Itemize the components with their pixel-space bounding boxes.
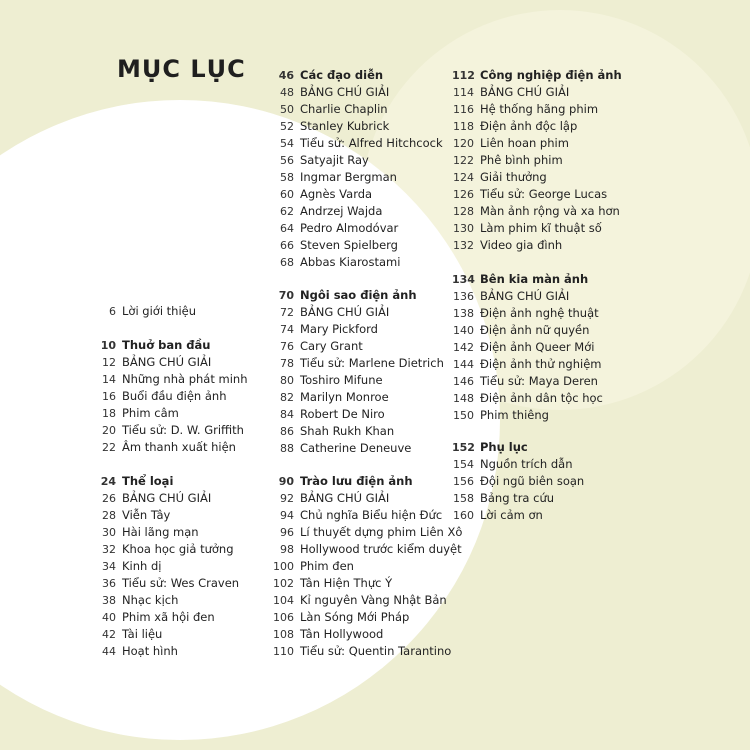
toc-entry-label: Abbas Kiarostami <box>300 255 401 269</box>
toc-entry-label: Bảng tra cứu <box>480 491 555 505</box>
toc-page-number: 50 <box>280 103 294 116</box>
toc-entry-label: Lời giới thiệu <box>122 304 197 318</box>
toc-page-number: 14 <box>102 373 116 386</box>
toc-entry-label: Làn Sóng Mới Pháp <box>300 610 410 624</box>
toc-entry-label: BẢNG CHÚ GIẢI <box>300 491 390 505</box>
toc-entry-label: BẢNG CHÚ GIẢI <box>300 305 390 319</box>
toc-page-number: 114 <box>453 86 474 99</box>
toc-entry <box>94 439 247 456</box>
toc-page-number: 82 <box>280 391 294 404</box>
toc-entry <box>272 169 443 186</box>
toc-page-number: 64 <box>280 222 294 235</box>
toc-entry <box>452 118 622 135</box>
toc-section-heading <box>94 473 239 490</box>
toc-entry-label: Agnès Varda <box>300 187 373 201</box>
toc-page-number: 112 <box>452 69 475 82</box>
toc-entry <box>272 186 443 203</box>
toc-entry-label: Hài lãng mạn <box>122 525 199 539</box>
toc-entry <box>94 609 239 626</box>
toc-entry-label: Tiểu sử: Marlene Dietrich <box>300 356 444 370</box>
toc-entry <box>94 405 247 422</box>
toc-entry <box>272 643 462 660</box>
toc-entry-label: Mary Pickford <box>300 322 378 336</box>
toc-page-number: 120 <box>453 137 474 150</box>
toc-page-number: 152 <box>452 441 475 454</box>
toc-page-number: 10 <box>100 339 116 352</box>
toc-entry-label: Tiểu sử: Quentin Tarantino <box>300 644 452 658</box>
toc-entry <box>272 507 462 524</box>
toc-page-number: 154 <box>453 458 474 471</box>
toc-entry <box>94 575 239 592</box>
toc-entry <box>94 541 239 558</box>
toc-entry <box>94 354 247 371</box>
toc-page-number: 6 <box>109 305 116 318</box>
toc-page-number: 38 <box>102 594 116 607</box>
toc-entry-label: Điện ảnh thử nghiệm <box>480 357 602 371</box>
toc-page-number: 132 <box>453 239 474 252</box>
toc-entry <box>272 355 444 372</box>
toc-entry <box>272 541 462 558</box>
toc-page-number: 28 <box>102 509 116 522</box>
toc-entry <box>272 254 443 271</box>
toc-page-number: 134 <box>452 273 475 286</box>
toc-entry-label: Kỉ nguyên Vàng Nhật Bản <box>300 593 447 607</box>
toc-page-number: 16 <box>102 390 116 403</box>
toc-entry-label: Bên kia màn ảnh <box>480 272 589 286</box>
toc-page-number: 94 <box>280 509 294 522</box>
toc-page-number: 126 <box>453 188 474 201</box>
toc-section-the-loai <box>94 473 239 660</box>
toc-entry-label: Giải thưởng <box>480 170 547 184</box>
toc-entry <box>272 423 444 440</box>
toc-entry-label: Phê bình phim <box>480 153 563 167</box>
toc-entry-label: Màn ảnh rộng và xa hơn <box>480 204 620 218</box>
toc-entry-label: Tiểu sử: Wes Craven <box>122 576 240 590</box>
toc-entry-label: Steven Spielberg <box>300 238 398 252</box>
toc-entry <box>452 237 622 254</box>
toc-section-heading <box>272 67 443 84</box>
toc-entry <box>452 322 603 339</box>
toc-page-number: 116 <box>453 103 474 116</box>
toc-page-number: 74 <box>280 323 294 336</box>
toc-page-number: 130 <box>453 222 474 235</box>
toc-section-trao-luu <box>272 473 462 660</box>
toc-entry <box>452 84 622 101</box>
toc-page-number: 42 <box>102 628 116 641</box>
toc-page-number: 58 <box>280 171 294 184</box>
toc-entry <box>272 84 443 101</box>
toc-entry-label: Video gia đình <box>480 238 563 252</box>
toc-page-number: 18 <box>102 407 116 420</box>
toc-entry <box>272 389 444 406</box>
toc-entry-label: Marilyn Monroe <box>300 390 389 404</box>
toc-entry <box>452 339 603 356</box>
toc-page-number: 56 <box>280 154 294 167</box>
toc-entry-label: BẢNG CHÚ GIẢI <box>480 85 570 99</box>
toc-page-number: 34 <box>102 560 116 573</box>
toc-page-number: 22 <box>102 441 116 454</box>
toc-entry <box>272 237 443 254</box>
toc-page-number: 136 <box>453 290 474 303</box>
toc-entry-label: Lời cảm ơn <box>480 508 543 522</box>
toc-entry <box>272 135 443 152</box>
toc-entry <box>94 643 239 660</box>
toc-page-number: 146 <box>453 375 474 388</box>
toc-entry <box>272 321 444 338</box>
toc-section-heading <box>272 473 462 490</box>
toc-page-number: 104 <box>273 594 294 607</box>
toc-entry-label: Satyajit Ray <box>300 153 369 167</box>
toc-entry-label: Phim đen <box>300 559 354 573</box>
toc-page-number: 78 <box>280 357 294 370</box>
toc-section-ngoi-sao <box>272 287 444 457</box>
toc-page-number: 90 <box>278 475 294 488</box>
toc-entry-label: Nguồn trích dẫn <box>480 457 573 471</box>
toc-entry-label: Điện ảnh dân tộc học <box>480 391 603 405</box>
toc-entry <box>452 135 622 152</box>
toc-entry <box>272 406 444 423</box>
toc-page-number: 66 <box>280 239 294 252</box>
toc-page-number: 128 <box>453 205 474 218</box>
toc-entry-label: Thể loại <box>122 474 174 488</box>
toc-page-number: 102 <box>273 577 294 590</box>
toc-entry-label: Công nghiệp điện ảnh <box>480 68 622 82</box>
toc-page-number: 140 <box>453 324 474 337</box>
toc-entry-label: Pedro Almodóvar <box>300 221 399 235</box>
toc-page-number: 86 <box>280 425 294 438</box>
toc-entry-label: Catherine Deneuve <box>300 441 412 455</box>
toc-page-number: 12 <box>102 356 116 369</box>
toc-page-number: 96 <box>280 526 294 539</box>
toc-entry <box>272 152 443 169</box>
toc-page-number: 158 <box>453 492 474 505</box>
toc-entry-label: BẢNG CHÚ GIẢI <box>480 289 570 303</box>
toc-entry <box>452 473 584 490</box>
toc-entry-label: Điện ảnh nữ quyền <box>480 323 590 337</box>
toc-page-number: 54 <box>280 137 294 150</box>
toc-page-number: 68 <box>280 256 294 269</box>
toc-entry <box>94 371 247 388</box>
toc-page-number: 98 <box>280 543 294 556</box>
toc-entry-label: Charlie Chaplin <box>300 102 388 116</box>
toc-entry-label: Liên hoan phim <box>480 136 569 150</box>
toc-page-number: 122 <box>453 154 474 167</box>
toc-page-number: 30 <box>102 526 116 539</box>
toc-entry-label: Điện ảnh Queer Mới <box>480 340 595 354</box>
toc-page-number: 62 <box>280 205 294 218</box>
toc-entry-label: Phụ lục <box>480 440 528 454</box>
toc-entry-label: BẢNG CHÚ GIẢI <box>122 491 212 505</box>
toc-entry <box>452 288 603 305</box>
toc-page-number: 138 <box>453 307 474 320</box>
toc-entry <box>272 338 444 355</box>
toc-page-number: 60 <box>280 188 294 201</box>
toc-entry-label: Buổi đầu điện ảnh <box>122 389 227 403</box>
toc-entry <box>94 592 239 609</box>
toc-page-number: 124 <box>453 171 474 184</box>
toc-entry-label: Làm phim kĩ thuật số <box>480 221 602 235</box>
toc-page-number: 110 <box>273 645 294 658</box>
toc-entry <box>272 440 444 457</box>
toc-page-number: 32 <box>102 543 116 556</box>
toc-page-number: 156 <box>453 475 474 488</box>
toc-section-heading <box>94 337 247 354</box>
toc-entry <box>272 626 462 643</box>
toc-entry <box>272 524 462 541</box>
toc-section-ben-kia <box>452 271 603 424</box>
toc-section-heading <box>272 287 444 304</box>
toc-page-number: 80 <box>280 374 294 387</box>
toc-entry <box>452 203 622 220</box>
toc-page-number: 72 <box>280 306 294 319</box>
toc-page-number: 92 <box>280 492 294 505</box>
toc-section-heading <box>452 67 622 84</box>
toc-section-cac-dao-dien <box>272 67 443 271</box>
toc-entry-label: Kinh dị <box>122 559 162 573</box>
toc-entry-label: Âm thanh xuất hiện <box>122 440 236 454</box>
toc-entry-label: Tân Hiện Thực Ý <box>300 576 393 590</box>
toc-entry <box>452 373 603 390</box>
toc-entry <box>94 422 247 439</box>
toc-page-number: 118 <box>453 120 474 133</box>
toc-entry-label: Ingmar Bergman <box>300 170 397 184</box>
toc-section-intro <box>94 303 196 320</box>
toc-entry-label: Robert De Niro <box>300 407 385 421</box>
toc-entry-label: Tài liệu <box>122 627 163 641</box>
toc-entry-label: Tiểu sử: George Lucas <box>480 187 608 201</box>
toc-entry <box>452 390 603 407</box>
toc-entry-label: Ngôi sao điện ảnh <box>300 288 417 302</box>
toc-entry <box>94 558 239 575</box>
toc-section-heading <box>452 271 603 288</box>
toc-entry <box>272 490 462 507</box>
toc-page-number: 52 <box>280 120 294 133</box>
toc-entry <box>272 203 443 220</box>
toc-entry <box>452 220 622 237</box>
toc-page-number: 106 <box>273 611 294 624</box>
toc-entry <box>452 407 603 424</box>
toc-entry-label: Tiểu sử: Alfred Hitchcock <box>300 136 443 150</box>
toc-entry-label: Khoa học giả tưởng <box>122 542 234 556</box>
toc-entry <box>272 118 443 135</box>
toc-entry-label: Chủ nghĩa Biểu hiện Đức <box>300 508 443 522</box>
toc-entry-label: Lí thuyết dựng phim Liên Xô <box>300 525 463 539</box>
toc-entry <box>272 592 462 609</box>
toc-entry <box>452 169 622 186</box>
toc-entry-label: Đội ngũ biên soạn <box>480 474 585 488</box>
toc-entry-label: Tiểu sử: Maya Deren <box>480 374 598 388</box>
toc-entry-label: Phim câm <box>122 406 179 420</box>
toc-entry-label: BẢNG CHÚ GIẢI <box>300 85 390 99</box>
toc-entry-label: Stanley Kubrick <box>300 119 390 133</box>
toc-entry <box>272 220 443 237</box>
toc-page-number: 150 <box>453 409 474 422</box>
toc-entry <box>452 305 603 322</box>
toc-page-number: 144 <box>453 358 474 371</box>
toc-entry <box>452 356 603 373</box>
toc-entry-label: Tân Hollywood <box>300 627 384 641</box>
toc-entry <box>452 101 622 118</box>
toc-entry-label: Trào lưu điện ảnh <box>300 474 413 488</box>
toc-entry-label: Cary Grant <box>300 339 363 353</box>
toc-entry <box>272 101 443 118</box>
toc-page-number: 44 <box>102 645 116 658</box>
toc-entry <box>94 303 196 320</box>
toc-entry-label: Phim thiêng <box>480 408 549 422</box>
toc-page-number: 26 <box>102 492 116 505</box>
toc-entry <box>272 609 462 626</box>
toc-entry-label: Điện ảnh nghệ thuật <box>480 306 599 320</box>
toc-section-cong-nghiep <box>452 67 622 254</box>
toc-entry <box>94 626 239 643</box>
toc-entry <box>452 456 584 473</box>
toc-page-number: 84 <box>280 408 294 421</box>
toc-page-number: 40 <box>102 611 116 624</box>
toc-section-phu-luc <box>452 439 584 524</box>
toc-page-number: 142 <box>453 341 474 354</box>
toc-entry <box>94 490 239 507</box>
toc-entry-label: Tiểu sử: D. W. Griffith <box>122 423 244 437</box>
toc-page-number: 46 <box>278 69 294 82</box>
toc-section-thuo-ban-dau <box>94 337 247 456</box>
toc-entry <box>272 575 462 592</box>
toc-entry-label: Các đạo diễn <box>300 68 384 82</box>
toc-entry <box>452 152 622 169</box>
toc-entry-label: Andrzej Wajda <box>300 204 383 218</box>
toc-entry-label: Hệ thống hãng phim <box>480 102 599 116</box>
toc-page-number: 70 <box>278 289 294 302</box>
toc-entry-label: Những nhà phát minh <box>122 372 248 386</box>
toc-page-number: 108 <box>273 628 294 641</box>
toc-page-number: 76 <box>280 340 294 353</box>
toc-entry <box>452 490 584 507</box>
toc-page-number: 148 <box>453 392 474 405</box>
toc-entry <box>94 524 239 541</box>
toc-page-number: 160 <box>453 509 474 522</box>
toc-section-heading <box>452 439 584 456</box>
toc-page-number: 24 <box>100 475 116 488</box>
toc-entry-label: Hollywood trước kiểm duyệt <box>300 542 462 556</box>
toc-entry-label: Viễn Tây <box>122 508 171 522</box>
toc-entry-label: Thuở ban đầu <box>122 338 211 352</box>
toc-entry <box>272 558 462 575</box>
page-title: MỤC LỤC <box>117 55 246 83</box>
toc-entry-label: Shah Rukh Khan <box>300 424 395 438</box>
toc-entry-label: Nhạc kịch <box>122 593 179 607</box>
toc-entry <box>94 388 247 405</box>
toc-entry <box>94 507 239 524</box>
toc-entry-label: Hoạt hình <box>122 644 178 658</box>
toc-entry <box>272 304 444 321</box>
toc-entry <box>452 186 622 203</box>
toc-page-number: 20 <box>102 424 116 437</box>
toc-entry-label: BẢNG CHÚ GIẢI <box>122 355 212 369</box>
toc-page-number: 88 <box>280 442 294 455</box>
toc-entry <box>272 372 444 389</box>
toc-entry-label: Điện ảnh độc lập <box>480 119 578 133</box>
toc-entry-label: Toshiro Mifune <box>300 373 383 387</box>
toc-entry-label: Phim xã hội đen <box>122 610 215 624</box>
toc-page-number: 48 <box>280 86 294 99</box>
toc-page-number: 36 <box>102 577 116 590</box>
toc-entry <box>452 507 584 524</box>
toc-page-number: 100 <box>273 560 294 573</box>
